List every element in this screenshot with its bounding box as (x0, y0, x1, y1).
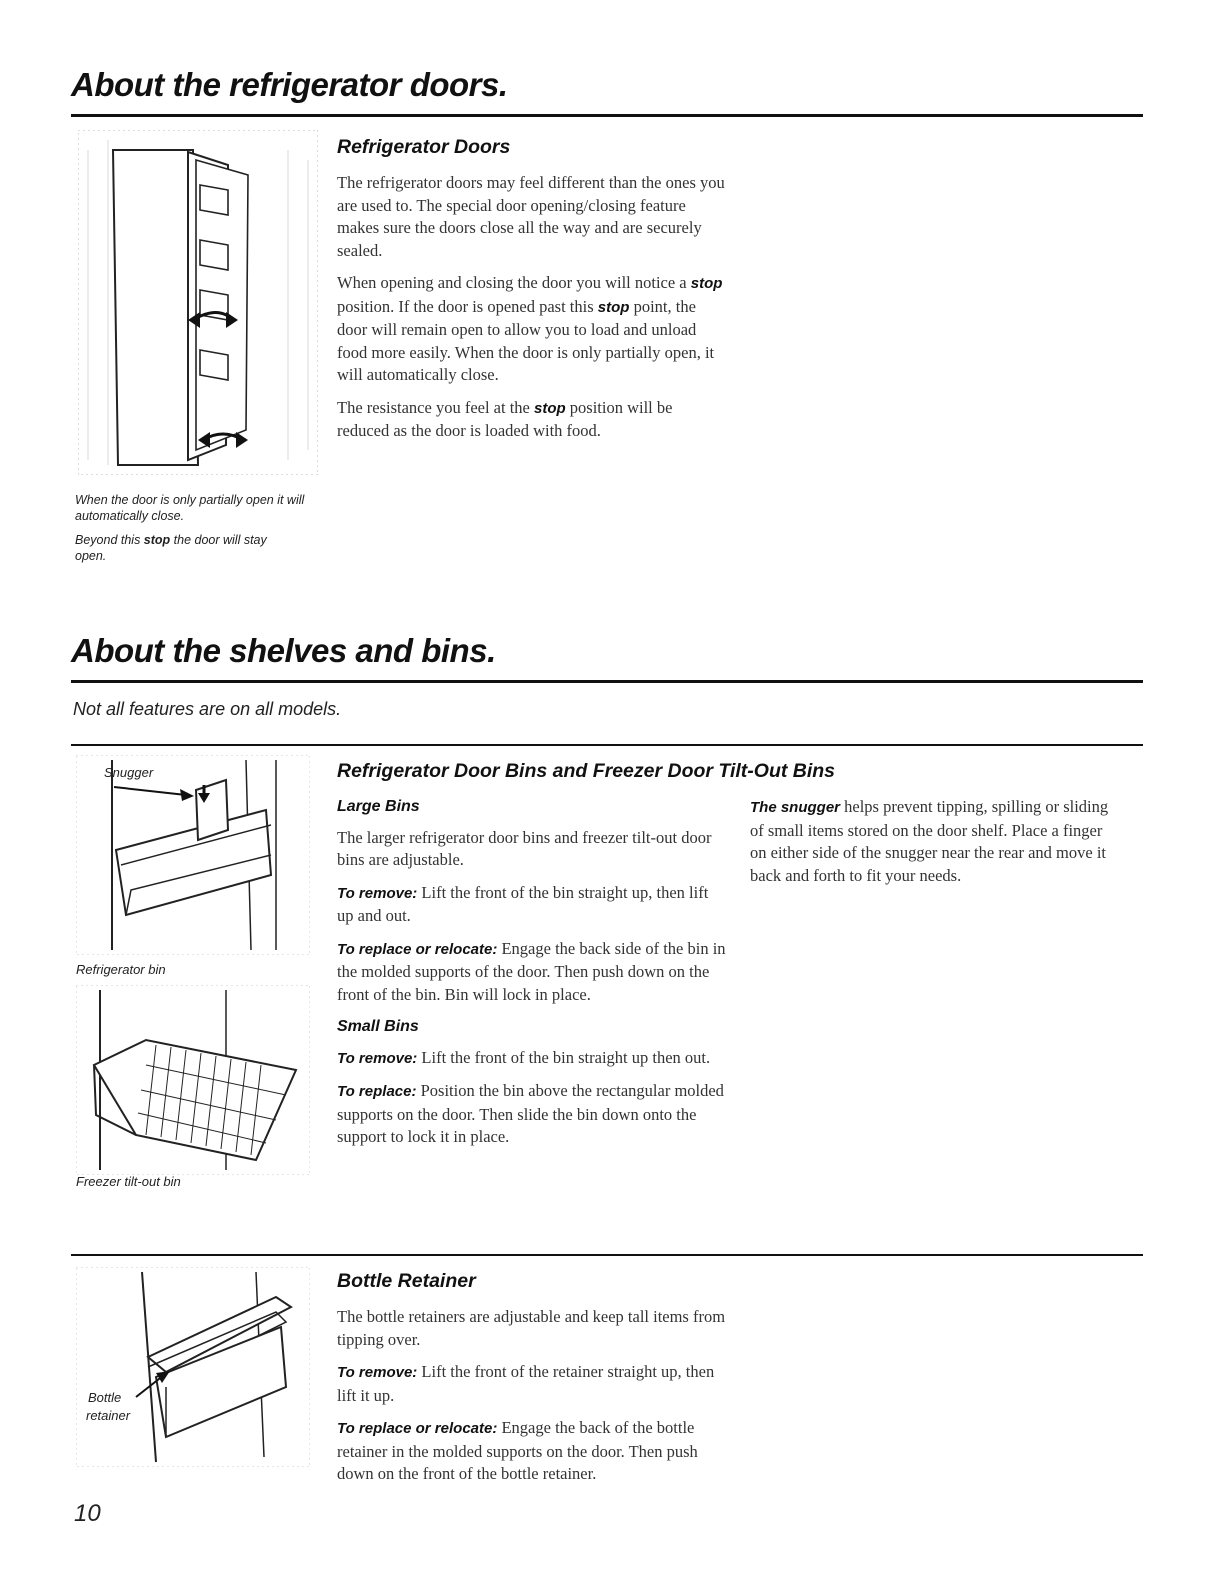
refrigerator-bin-illustration (76, 755, 310, 955)
small-bins-replace: To replace: Position the bin above the rectangular molded supports on the door. Then slide the bin down onto the support to lock it in place. (337, 1081, 724, 1146)
caption-refrigerator-bin: Refrigerator bin (76, 962, 166, 977)
large-bins-intro: The larger refrigerator door bins and freezer tilt-out door bins are adjustable. (337, 827, 712, 869)
refrigerator-door-illustration (78, 130, 318, 475)
heading-refrigerator-doors: Refrigerator Doors (337, 136, 511, 158)
title-rule (71, 114, 1143, 117)
bins-body-text (337, 796, 727, 1159)
large-bins-remove: To remove: Lift the front of the bin straight up, then lift up and out. (337, 882, 709, 925)
label-bottle: Bottle (88, 1390, 122, 1405)
subheading-large-bins: Large Bins (337, 798, 420, 815)
caption-auto-close: When the door is only partially open it will automatically close. (75, 493, 305, 523)
bottle-retainer-illustration (76, 1267, 310, 1467)
section-divider (71, 744, 1143, 746)
freezer-tiltout-bin-illustration (76, 985, 310, 1175)
bottle-retainer-replace: To replace or relocate: Engage the back of the bottle retainer in the molded supports on the door. Then push down on the front of the bottle retainer. (337, 1418, 698, 1483)
doors-paragraph-2: When opening and closing the door you will notice a stop position. If the door is opened past this stop point, the door will remain open to allow you to load and unload food more easily. When the door is only partially open, it will automatically close. (337, 273, 723, 384)
caption-stop-open: Beyond this stop the door will stay open. (75, 533, 267, 563)
heading-door-bins: Refrigerator Door Bins and Freezer Door Tilt-Out Bins (337, 760, 836, 782)
bottle-retainer-intro: The bottle retainers are adjustable and keep tall items from tipping over. (337, 1307, 726, 1349)
label-snugger: Snugger (104, 765, 154, 780)
snugger-text: The snugger helps prevent tipping, spilling or sliding of small items stored on the door shelf. Place a finger on either side of the snugger near the rear and move it back and forth to fit your needs. (750, 797, 1109, 885)
label-retainer: retainer (86, 1408, 131, 1423)
subheading-small-bins: Small Bins (337, 1018, 419, 1035)
section-title-shelves: About the shelves and bins. (71, 632, 496, 669)
doors-paragraph-3: The resistance you feel at the stop position will be reduced as the door is loaded with food. (337, 397, 673, 440)
section-divider (71, 1254, 1143, 1256)
heading-bottle-retainer: Bottle Retainer (337, 1270, 476, 1292)
doors-body-text (337, 172, 727, 453)
bottle-retainer-remove: To remove: Lift the front of the retainer straight up, then lift it up. (337, 1362, 715, 1405)
large-bins-replace: To replace or relocate: Engage the back side of the bin in the molded supports of the door. Then push down on the front of the bin. Bin will lock in place. (337, 938, 726, 1004)
doors-paragraph-1: The refrigerator doors may feel different than the ones you are used to. The special door opening/closing feature makes sure the doors close all the way and are securely sealed. (337, 173, 725, 260)
caption-freezer-bin: Freezer tilt-out bin (76, 1174, 181, 1189)
section-title-doors: About the refrigerator doors. (71, 66, 508, 103)
page-number: 10 (74, 1500, 101, 1527)
bottle-retainer-body-text (337, 1306, 727, 1496)
subtitle-models: Not all features are on all models. (73, 699, 342, 719)
title-rule (71, 680, 1143, 683)
small-bins-remove: To remove: Lift the front of the bin straight up then out. (337, 1047, 711, 1067)
